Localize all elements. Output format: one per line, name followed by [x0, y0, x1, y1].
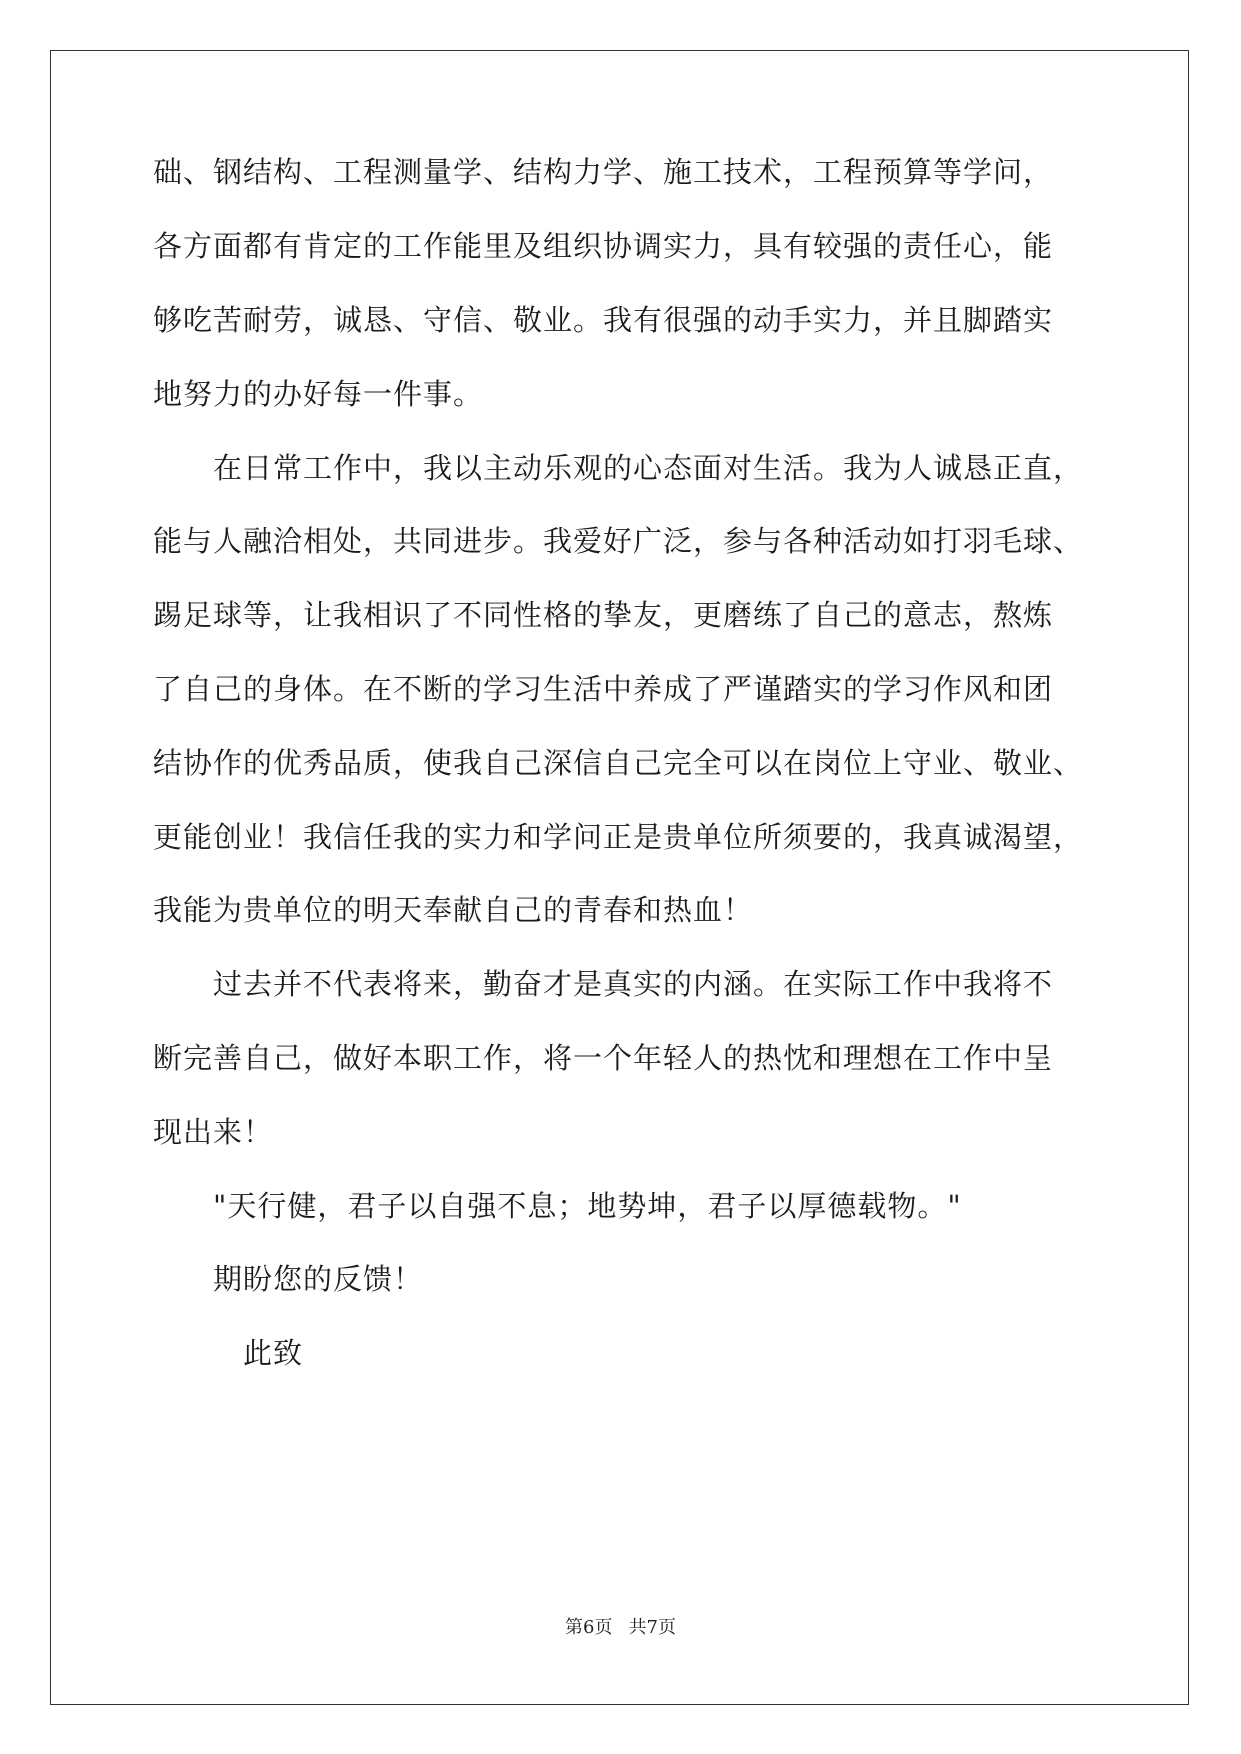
quote-line: "天行健，君子以自强不息；地势坤，君子以厚德载物。" [213, 1189, 962, 1223]
salutation-line: 此致 [243, 1336, 304, 1370]
body-text-line: 础、钢结构、工程测量学、结构力学、施工技术，工程预算等学问， [153, 155, 1054, 189]
body-text-line: 能与人融洽相处，共同进步。我爱好广泛，参与各种活动如打羽毛球、 [153, 524, 1084, 558]
page-border [50, 50, 1189, 1705]
body-text-line: 过去并不代表将来，勤奋才是真实的内涵。在实际工作中我将不 [213, 967, 1054, 1001]
closing-line: 期盼您的反馈！ [213, 1262, 424, 1296]
page-footer [0, 1616, 1241, 1640]
body-text-line: 现出来！ [153, 1115, 274, 1149]
body-text-line: 各方面都有肯定的工作能里及组织协调实力，具有较强的责任心，能 [153, 229, 1054, 263]
body-text-line: 断完善自己，做好本职工作，将一个年轻人的热忱和理想在工作中呈 [153, 1041, 1054, 1075]
body-text-line: 踢足球等，让我相识了不同性格的挚友，更磨练了自己的意志，熬炼 [153, 598, 1054, 632]
body-text-line: 结协作的优秀品质，使我自己深信自己完全可以在岗位上守业、敬业、 [153, 746, 1084, 780]
page-number-total: 共7页 [628, 1617, 676, 1638]
body-text-line: 了自己的身体。在不断的学习生活中养成了严谨踏实的学习作风和团 [153, 672, 1054, 706]
body-text-line: 够吃苦耐劳，诚恳、守信、敬业。我有很强的动手实力，并且脚踏实 [153, 303, 1054, 337]
body-text-line: 在日常工作中，我以主动乐观的心态面对生活。我为人诚恳正直， [213, 451, 1084, 485]
body-text-line: 地努力的办好每一件事。 [153, 377, 484, 411]
page-number-current: 第6页 [565, 1617, 613, 1638]
body-text-line: 更能创业！我信任我的实力和学问正是贵单位所须要的，我真诚渴望， [153, 820, 1084, 854]
body-text-line: 我能为贵单位的明天奉献自己的青春和热血！ [153, 893, 754, 927]
